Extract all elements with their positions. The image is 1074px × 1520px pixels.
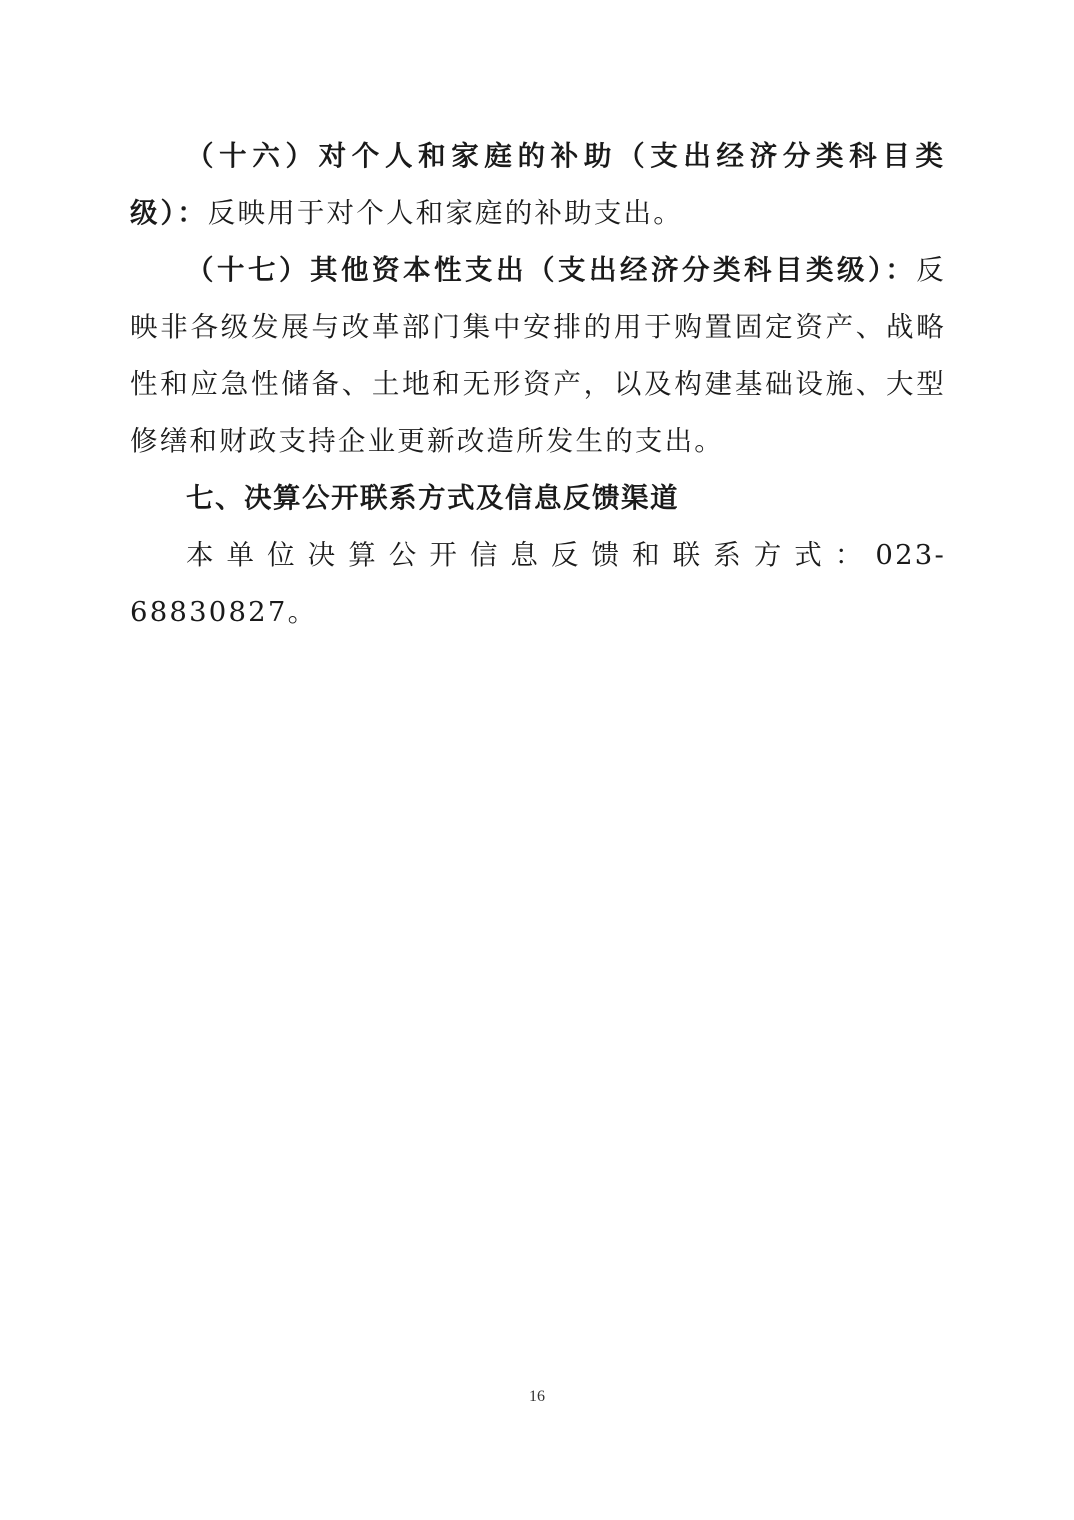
paragraph-text: 反映用于对个人和家庭的补助支出。: [207, 197, 683, 229]
paragraph-heading: （十七）其他资本性支出（支出经济分类科目类级）：: [186, 254, 917, 286]
paragraph-other-capital-expenditure: [130, 242, 946, 470]
paragraph-heading: （十六）对个人和家庭的补助（支出经济分类科目类级）：: [130, 140, 946, 229]
paragraph-individual-family-subsidy: [130, 128, 946, 242]
document-body: [130, 128, 946, 641]
paragraph-text: 反映非各级发展与改革部门集中安排的用于购置固定资产、战略性和应急性储备、土地和无形资产，以及构建基础设施、大型修缮和财政支持企业更新改造所发生的支出。: [130, 254, 946, 457]
section-heading: 七、决算公开联系方式及信息反馈渠道: [186, 482, 679, 514]
contact-paragraph: 本单位决算公开信息反馈和联系方式：023-68830827。: [130, 539, 946, 628]
page-number: 16: [529, 1388, 545, 1405]
